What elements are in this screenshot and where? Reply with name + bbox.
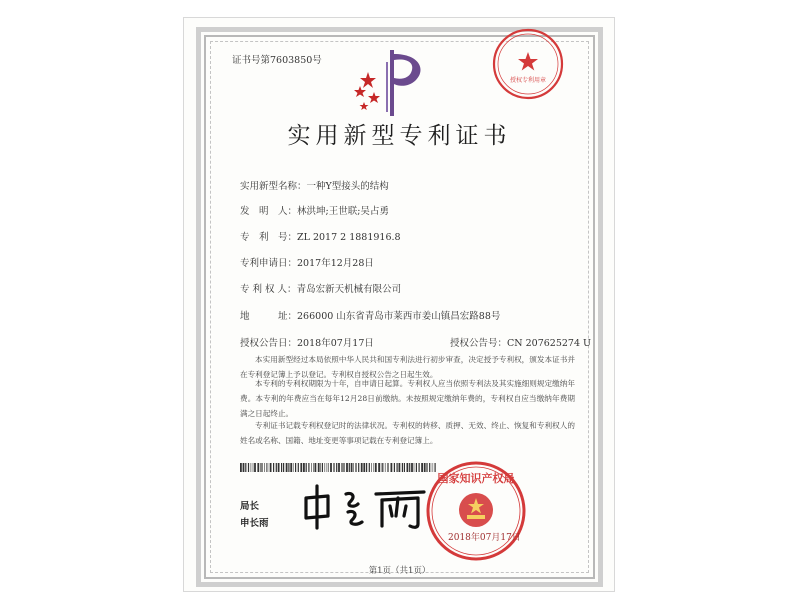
field-label: 地 址： [240, 311, 298, 322]
field-patent-number [240, 229, 401, 243]
field-value: 266000 山东省青岛市莱西市姜山镇昌宏路88号 [297, 311, 501, 322]
national-emblem-seal-icon [425, 460, 527, 562]
field-grant-date [240, 335, 374, 349]
paragraph-legal-status: 专利证书记载专利权登记时的法律状况。专利权的转移、质押、无效、终止、恢复和专利权人的姓名或名称、国籍、地址变更等事项记载在专利登记簿上。 [240, 421, 575, 445]
field-patentee [240, 281, 401, 295]
field-utility-model-name [240, 178, 389, 192]
director-label: 局长 [240, 501, 260, 512]
field-application-date [240, 255, 374, 269]
field-publication-number [450, 335, 591, 349]
field-value: 2018年07月17日 [297, 338, 374, 349]
paragraph-term-notice: 本专利的专利权期限为十年，自申请日起算。专利权人应当依照专利法及其实施细则规定缴纳年费。本专利的年费应当在每年12月28日前缴纳。未按照规定缴纳年费的，专利权自应当缴纳年费期满之日起终止。 [240, 379, 575, 418]
field-label: 授权公告号： [450, 338, 508, 349]
field-label: 专 利 号： [240, 232, 298, 243]
field-value: CN 207625274 U [507, 338, 592, 349]
field-label: 专利申请日： [240, 258, 298, 269]
seal-big-text: 国家知识产权局 [437, 472, 515, 485]
paragraph-grant-notice: 本实用新型经过本局依照中华人民共和国专利法进行初步审查，决定授予专利权，颁发本证书并在专利登记簿上予以登记。专利权自授权公告之日起生效。 [240, 355, 575, 379]
cnipa-logo-icon [350, 42, 440, 122]
handwritten-signature-icon [298, 482, 438, 532]
field-value: ZL 2017 2 1881916.8 [297, 232, 401, 243]
field-inventors [240, 203, 389, 217]
deputy-label: 申长雨 [240, 518, 269, 529]
field-label: 专 利 权 人： [240, 284, 297, 295]
round-seal-icon [488, 24, 568, 104]
page-number: 第1页（共1页） [368, 566, 431, 576]
field-address [240, 308, 500, 322]
field-label: 授权公告日： [240, 338, 298, 349]
certificate-title: 实用新型专利证书 [287, 123, 512, 149]
barcode-icon [240, 463, 436, 472]
certificate-number: 证书号第7603850号 [232, 55, 322, 66]
field-label: 发 明 人： [240, 206, 298, 217]
field-value: 青岛宏新天机械有限公司 [296, 284, 402, 295]
field-value: 2017年12月28日 [297, 258, 374, 269]
field-value: 林洪坤;王世联;吴占勇 [297, 206, 389, 217]
field-value: 一种Y型接头的结构 [306, 181, 389, 192]
seal-small-text: 授权专利用章 [509, 77, 547, 84]
seal-date: 2018年07月17日 [448, 533, 521, 543]
field-label: 实用新型名称： [240, 181, 307, 192]
